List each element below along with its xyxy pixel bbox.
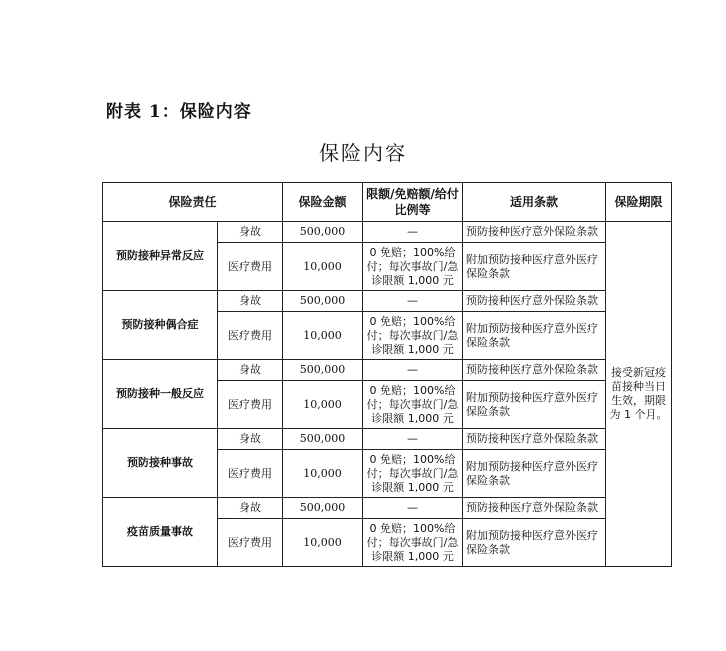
sub-item-medical: 医疗费用 (218, 519, 283, 567)
amount-cell: 10,000 (283, 519, 363, 567)
clause-cell: 预防接种医疗意外保险条款 (463, 498, 606, 519)
sub-item-death: 身故 (218, 429, 283, 450)
sub-item-death: 身故 (218, 222, 283, 243)
limit-cell: 0 免赔；100%给付；每次事故门/急诊限额 1,000 元 (363, 312, 463, 360)
sub-item-medical: 医疗费用 (218, 450, 283, 498)
table-row (103, 429, 672, 450)
header-clauses: 适用条款 (463, 183, 606, 222)
clause-cell: 附加预防接种医疗意外医疗保险条款 (463, 243, 606, 291)
table-header-row (103, 183, 672, 222)
limit-cell: — (363, 498, 463, 519)
sub-item-death: 身故 (218, 291, 283, 312)
amount-cell: 500,000 (283, 291, 363, 312)
limit-cell: — (363, 360, 463, 381)
category-cell: 预防接种偶合症 (103, 291, 218, 360)
amount-cell: 10,000 (283, 381, 363, 429)
limit-cell: — (363, 291, 463, 312)
table-row (103, 498, 672, 519)
appendix-title: 附表 1：保险内容 (106, 102, 252, 122)
sub-item-medical: 医疗费用 (218, 312, 283, 360)
clause-cell: 预防接种医疗意外保险条款 (463, 360, 606, 381)
table-row (103, 360, 672, 381)
category-cell: 预防接种事故 (103, 429, 218, 498)
clause-cell: 附加预防接种医疗意外医疗保险条款 (463, 312, 606, 360)
category-cell: 疫苗质量事故 (103, 498, 218, 567)
table-row (103, 291, 672, 312)
amount-cell: 500,000 (283, 222, 363, 243)
category-cell: 预防接种异常反应 (103, 222, 218, 291)
limit-cell: 0 免赔；100%给付；每次事故门/急诊限额 1,000 元 (363, 243, 463, 291)
limit-cell: — (363, 222, 463, 243)
amount-cell: 10,000 (283, 243, 363, 291)
limit-cell: — (363, 429, 463, 450)
sub-item-medical: 医疗费用 (218, 381, 283, 429)
clause-cell: 附加预防接种医疗意外医疗保险条款 (463, 519, 606, 567)
limit-cell: 0 免赔；100%给付；每次事故门/急诊限额 1,000 元 (363, 450, 463, 498)
amount-cell: 10,000 (283, 450, 363, 498)
clause-cell: 预防接种医疗意外保险条款 (463, 222, 606, 243)
amount-cell: 500,000 (283, 360, 363, 381)
table-row (103, 222, 672, 243)
amount-cell: 10,000 (283, 312, 363, 360)
sub-item-death: 身故 (218, 360, 283, 381)
sub-item-medical: 医疗费用 (218, 243, 283, 291)
clause-cell: 附加预防接种医疗意外医疗保险条款 (463, 381, 606, 429)
amount-cell: 500,000 (283, 429, 363, 450)
insurance-table (102, 182, 672, 567)
category-cell: 预防接种一般反应 (103, 360, 218, 429)
header-limit: 限额/免赔额/给付比例等 (363, 183, 463, 222)
document-title: 保险内容 (319, 141, 407, 165)
period-cell: 接受新冠疫苗接种当日生效，期限为 1 个月。 (606, 222, 672, 567)
limit-cell: 0 免赔；100%给付；每次事故门/急诊限额 1,000 元 (363, 381, 463, 429)
clause-cell: 预防接种医疗意外保险条款 (463, 291, 606, 312)
header-period: 保险期限 (606, 183, 672, 222)
header-amount: 保险金额 (283, 183, 363, 222)
amount-cell: 500,000 (283, 498, 363, 519)
limit-cell: 0 免赔；100%给付；每次事故门/急诊限额 1,000 元 (363, 519, 463, 567)
header-liability: 保险责任 (103, 183, 283, 222)
clause-cell: 附加预防接种医疗意外医疗保险条款 (463, 450, 606, 498)
sub-item-death: 身故 (218, 498, 283, 519)
clause-cell: 预防接种医疗意外保险条款 (463, 429, 606, 450)
